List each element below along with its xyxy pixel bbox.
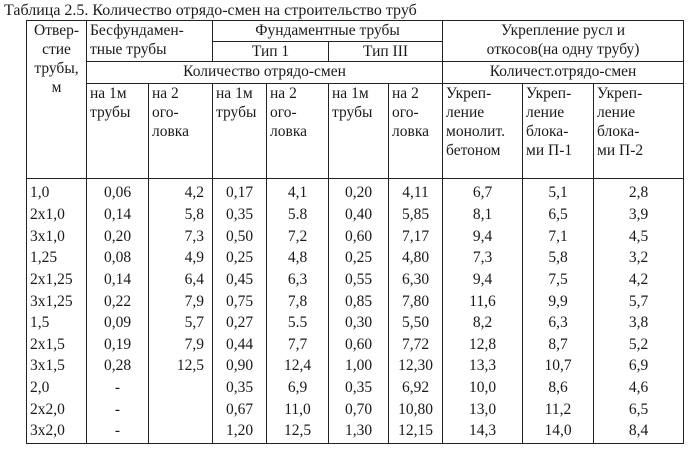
- header-per-head-2: на 2 ого- ловка: [267, 84, 329, 179]
- header-per-pipe-2: на 1м трубы: [213, 84, 267, 179]
- table-cell: 6,3: [523, 313, 594, 335]
- table-row: [27, 378, 684, 400]
- table-cell: 6,4: [149, 270, 213, 292]
- header-row-1: [27, 21, 684, 42]
- table-cell: 13,3: [443, 356, 523, 378]
- table-cell: 5,7: [149, 313, 213, 335]
- table-cell: 6,5: [523, 205, 594, 227]
- table-cell: 0,27: [213, 313, 267, 335]
- table-cell: 0,70: [329, 400, 389, 422]
- table-cell: 3,9: [594, 205, 684, 227]
- table-cell: 0,06: [87, 179, 149, 206]
- table-cell: 6,30: [389, 270, 443, 292]
- table-cell: 7,2: [267, 227, 329, 249]
- table-cell: 7,72: [389, 335, 443, 357]
- table-cell: 0,35: [329, 378, 389, 400]
- table-cell: 2x1,0: [27, 205, 87, 227]
- table-row: [27, 313, 684, 335]
- table-cell: 4,8: [267, 248, 329, 270]
- table-cell: 3,2: [594, 248, 684, 270]
- table-cell: 8,4: [594, 421, 684, 443]
- table-cell: 10,80: [389, 400, 443, 422]
- table-cell: 2,0: [27, 378, 87, 400]
- table-cell: 0,25: [213, 248, 267, 270]
- table-cell: 4,11: [389, 179, 443, 206]
- table-cell: 0,55: [329, 270, 389, 292]
- table-cell: 7,3: [149, 227, 213, 249]
- table-cell: 4,2: [149, 179, 213, 206]
- table-cell: 5.5: [267, 313, 329, 335]
- table-cell: -: [87, 378, 149, 400]
- table-cell: 1,5: [27, 313, 87, 335]
- table-cell: 0,25: [329, 248, 389, 270]
- table-cell: 5,2: [594, 335, 684, 357]
- table-cell: 12,15: [389, 421, 443, 443]
- table-cell: 0,35: [213, 378, 267, 400]
- table-cell: 0,14: [87, 270, 149, 292]
- table-cell: 5,7: [594, 292, 684, 314]
- table-cell: 0,08: [87, 248, 149, 270]
- table-cell: 11,0: [267, 400, 329, 422]
- table-cell: 3x1,5: [27, 356, 87, 378]
- table-cell: 0,20: [329, 179, 389, 206]
- table-cell: 13,0: [443, 400, 523, 422]
- table-cell: 9,9: [523, 292, 594, 314]
- table-cell: 4,2: [594, 270, 684, 292]
- header-per-head-1: на 2 ого- ловка: [149, 84, 213, 179]
- table-cell: 1,20: [213, 421, 267, 443]
- table-cell: 5,1: [523, 179, 594, 206]
- header-quantity-reinf: Количест.отрядо-смен: [443, 62, 684, 84]
- table-cell: 3,8: [594, 313, 684, 335]
- table-cell: 7,9: [149, 335, 213, 357]
- header-no-foundation: Бесфундамен- тные трубы: [87, 21, 213, 62]
- header-type-3: Тип III: [329, 42, 443, 62]
- table-cell: 14,3: [443, 421, 523, 443]
- table-cell: 9,4: [443, 227, 523, 249]
- table-cell: 0,14: [87, 205, 149, 227]
- table-cell: 8,7: [523, 335, 594, 357]
- table-row: [27, 270, 684, 292]
- table-row: [27, 421, 684, 443]
- table-row: [27, 205, 684, 227]
- header-block-p1: Укреп- ление блока- ми П-1: [523, 84, 594, 179]
- table-cell: 10,7: [523, 356, 594, 378]
- table-cell: -: [87, 400, 149, 422]
- table-cell: -: [87, 421, 149, 443]
- table-cell: 4,6: [594, 378, 684, 400]
- header-per-pipe-1: на 1м трубы: [87, 84, 149, 179]
- table-cell: 4,5: [594, 227, 684, 249]
- table-cell: 7,7: [267, 335, 329, 357]
- table-row: [27, 335, 684, 357]
- table-cell: 0,50: [213, 227, 267, 249]
- table-cell: 12,5: [149, 356, 213, 378]
- table-cell: 0,90: [213, 356, 267, 378]
- table-cell: 6,3: [267, 270, 329, 292]
- table-cell: 4,1: [267, 179, 329, 206]
- table-cell: 0,28: [87, 356, 149, 378]
- table-cell: 1,25: [27, 248, 87, 270]
- table-cell: 0,60: [329, 227, 389, 249]
- header-per-head-3: на 2 ого- ловка: [389, 84, 443, 179]
- table-row: [27, 356, 684, 378]
- header-reinforcement: Укрепление русл и откосов(на одну трубу): [443, 21, 684, 62]
- table-cell: 12,4: [267, 356, 329, 378]
- table-cell: 10,0: [443, 378, 523, 400]
- table-cell: 5,85: [389, 205, 443, 227]
- table-cell: 4,9: [149, 248, 213, 270]
- table-row: [27, 227, 684, 249]
- table-cell: 11,6: [443, 292, 523, 314]
- table-row: [27, 248, 684, 270]
- header-foundation: Фундаментные трубы: [213, 21, 443, 42]
- table-cell: 0,67: [213, 400, 267, 422]
- table-cell: 0,75: [213, 292, 267, 314]
- table-cell: 4,80: [389, 248, 443, 270]
- table-row: [27, 179, 684, 206]
- header-row-4: [27, 84, 684, 179]
- table-cell: 0,09: [87, 313, 149, 335]
- table-cell: 6,5: [594, 400, 684, 422]
- table-cell: 7,80: [389, 292, 443, 314]
- header-row-3: [27, 62, 684, 84]
- table-cell: 3x2,0: [27, 421, 87, 443]
- table-cell: 5,50: [389, 313, 443, 335]
- table-cell: 0,60: [329, 335, 389, 357]
- table-cell: 12,5: [267, 421, 329, 443]
- table-cell: 8,2: [443, 313, 523, 335]
- header-monolit: Укреп- ление монолит. бетоном: [443, 84, 523, 179]
- table-cell: 12,8: [443, 335, 523, 357]
- table-cell: 6,92: [389, 378, 443, 400]
- table-cell: 8,1: [443, 205, 523, 227]
- table-cell: 7,5: [523, 270, 594, 292]
- table-cell: 1,00: [329, 356, 389, 378]
- table-cell: 0,45: [213, 270, 267, 292]
- table-cell: [149, 378, 213, 400]
- header-quantity: Количество отрядо-смен: [87, 62, 443, 84]
- table-cell: 0,35: [213, 205, 267, 227]
- table-cell: 0,22: [87, 292, 149, 314]
- table-cell: 5,8: [149, 205, 213, 227]
- table-cell: 2x1,25: [27, 270, 87, 292]
- table-cell: 3x1,0: [27, 227, 87, 249]
- table-cell: 2,8: [594, 179, 684, 206]
- table-cell: [149, 400, 213, 422]
- table-cell: 3x1,25: [27, 292, 87, 314]
- table-cell: 6,9: [267, 378, 329, 400]
- table-cell: 1,0: [27, 179, 87, 206]
- header-per-pipe-3: на 1м трубы: [329, 84, 389, 179]
- table-cell: [149, 421, 213, 443]
- table-cell: 5.8: [267, 205, 329, 227]
- table-row: [27, 400, 684, 422]
- table-cell: 8,6: [523, 378, 594, 400]
- table-cell: 6,9: [594, 356, 684, 378]
- table-cell: 0,19: [87, 335, 149, 357]
- table-cell: 0,85: [329, 292, 389, 314]
- header-opening: Отвер- стие трубы, м: [27, 21, 87, 179]
- table-cell: 7,1: [523, 227, 594, 249]
- table-cell: 0,30: [329, 313, 389, 335]
- table-cell: 7,17: [389, 227, 443, 249]
- table-cell: 0,17: [213, 179, 267, 206]
- table-cell: 0,44: [213, 335, 267, 357]
- table-cell: 0,20: [87, 227, 149, 249]
- table-cell: 9,4: [443, 270, 523, 292]
- table-cell: 7,9: [149, 292, 213, 314]
- table-cell: 14,0: [523, 421, 594, 443]
- table-cell: 7,3: [443, 248, 523, 270]
- table-cell: 0,40: [329, 205, 389, 227]
- header-type-1: Тип 1: [213, 42, 329, 62]
- header-block-p2: Укреп- ление блока- ми П-2: [594, 84, 684, 179]
- table-cell: 1,30: [329, 421, 389, 443]
- table-cell: 7,8: [267, 292, 329, 314]
- table-cell: 2x1,5: [27, 335, 87, 357]
- table-cell: 11,2: [523, 400, 594, 422]
- table-cell: 6,7: [443, 179, 523, 206]
- pipe-shifts-table: [26, 20, 684, 444]
- table-row: [27, 292, 684, 314]
- table-caption: Таблица 2.5. Количество отрядо-смен на строительство труб: [4, 2, 417, 19]
- table-cell: 12,30: [389, 356, 443, 378]
- table-cell: 5,8: [523, 248, 594, 270]
- table-body: [27, 179, 684, 444]
- table-cell: 2x2,0: [27, 400, 87, 422]
